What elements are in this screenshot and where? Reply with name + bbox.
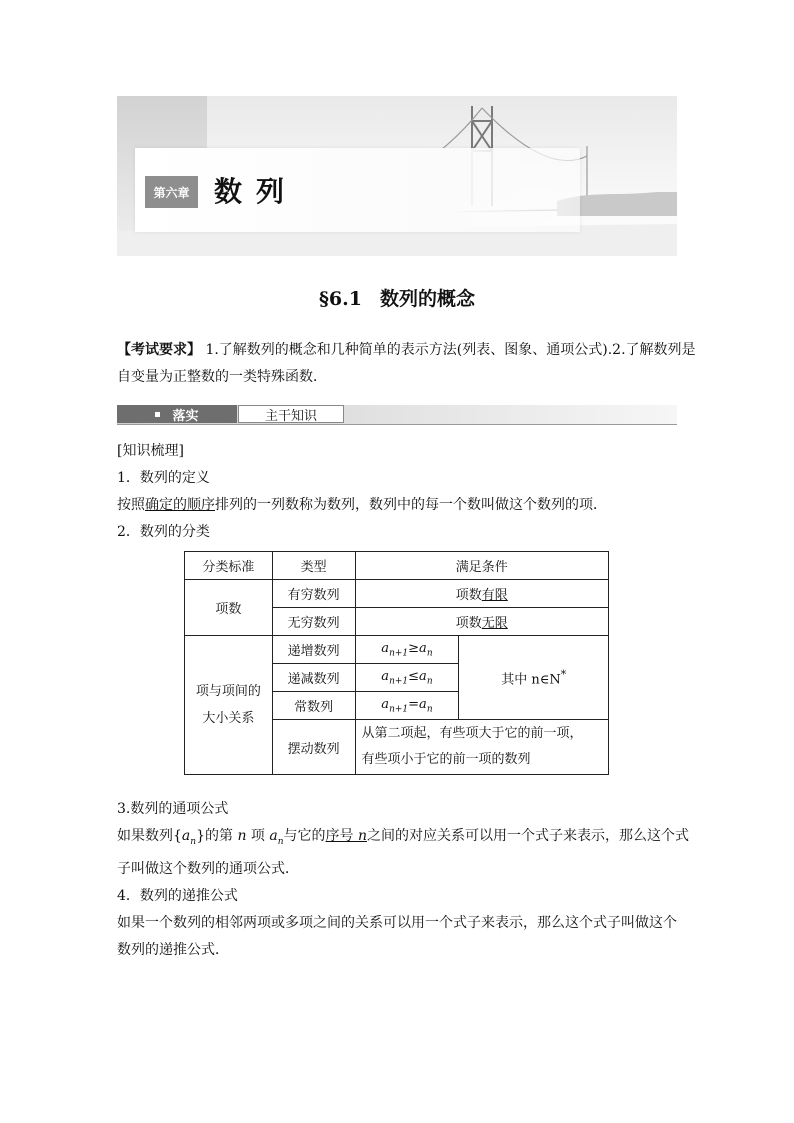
type-constant: 常数列 (272, 692, 355, 720)
requirements-line-1: 1.了解数列的概念和几种简单的表示方法(列表、图象、通项公式).2.了解数列是 (201, 342, 696, 358)
knowledge-heading: [知识梳理] (117, 443, 184, 459)
cond-infinite: 项数无限 (355, 608, 608, 636)
section-bar-underline (117, 424, 677, 425)
cond-oscillating: 从第二项起，有些项大于它的前一项， 有些项小于它的前一项的数列 (355, 720, 608, 775)
type-increasing: 递增数列 (272, 636, 355, 664)
type-oscillating: 摆动数列 (272, 720, 355, 775)
classification-table (184, 551, 609, 775)
type-decreasing: 递减数列 (272, 664, 355, 692)
cond-finite: 项数有限 (355, 580, 608, 608)
square-bullet-icon (155, 412, 160, 417)
recurrence-title: 4．数列的递推公式 (117, 887, 238, 904)
section-name: 数列的概念 (379, 288, 475, 310)
requirements-line-2: 自变量为正整数的一类特殊函数． (117, 369, 327, 385)
chapter-badge: 第六章 (145, 176, 198, 208)
header-condition: 满足条件 (355, 552, 608, 580)
header-type: 类型 (272, 552, 355, 580)
section-bar-dark-tab (117, 405, 237, 423)
chapter-banner (117, 96, 677, 256)
knowledge-block-top (117, 438, 682, 546)
group-count: 项数 (185, 580, 273, 636)
section-bar-dark-label: 落实 (172, 408, 199, 424)
header-criterion: 分类标准 (185, 552, 273, 580)
section-number: §6.1 (318, 288, 362, 310)
section-bar-light-tab: 主干知识 (238, 405, 344, 423)
group-relation: 项与项间的 大小关系 (185, 636, 273, 775)
general-term-title: 3.数列的通项公式 (117, 801, 229, 817)
knowledge-block-bottom (117, 796, 690, 964)
cond-increasing: $a_{n+1}\ge a_n$ (355, 636, 459, 664)
definition-title: 1．数列的定义 (117, 470, 210, 486)
type-finite: 有穷数列 (272, 580, 355, 608)
requirements-label: 【考试要求】 (117, 342, 201, 358)
general-term-text: 如果数列$\{a_n\}$的第 n 项 $a_n$与它的序号 n之间的对应关系可以用一个式子来表示，那么这个式 (117, 828, 690, 847)
type-infinite: 无穷数列 (272, 608, 355, 636)
general-term-text-2: 子叫做这个数列的通项公式． (117, 860, 299, 877)
cond-constant: $a_{n+1}=a_n$ (355, 692, 459, 720)
definition-text: 按照确定的顺序排列的一列数称为数列，数列中的每一个数叫做这个数列的项． (117, 497, 607, 513)
section-title (0, 284, 794, 311)
classification-title: 2．数列的分类 (117, 524, 210, 540)
recurrence-text-1: 如果一个数列的相邻两项或多项之间的关系可以用一个式子来表示，那么这个式子叫做这个 (117, 914, 677, 931)
table-row (185, 580, 609, 608)
table-row (185, 636, 609, 664)
recurrence-text-2: 数列的递推公式． (117, 941, 229, 958)
banner-title-strip (135, 148, 580, 232)
cond-decreasing: $a_{n+1}\le a_n$ (355, 664, 459, 692)
table-header-row (185, 552, 609, 580)
note-n-natural: 其中 n∈N* (459, 636, 609, 720)
exam-requirements (117, 337, 696, 391)
chapter-title: 数列 (214, 175, 299, 208)
